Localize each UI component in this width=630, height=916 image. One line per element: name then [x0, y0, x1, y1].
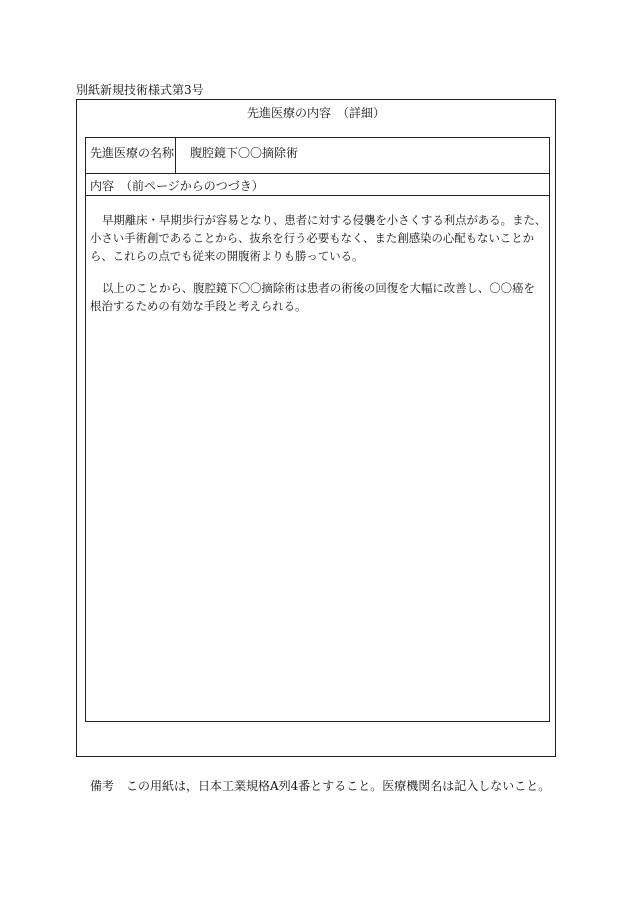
- form-title: 先進医療の内容 （詳細）: [246, 106, 385, 120]
- form-frame: [76, 99, 556, 757]
- procedure-name: 腹腔鏡下〇〇摘除術: [190, 146, 299, 160]
- paragraph-line: 以上のことから、腹腔鏡下〇〇摘除術は患者の術後の回復を大幅に改善し、〇〇癌を: [102, 281, 535, 295]
- paragraph-2: [90, 279, 545, 315]
- name-label: 先進医療の名称: [86, 138, 176, 173]
- form-number: 別紙新規技術様式第3号: [76, 83, 204, 97]
- remark-note: 備考 この用紙は，日本工業規格A列4番とすること。医療機関名は記入しないこと。: [90, 779, 551, 793]
- details-box: [85, 137, 550, 722]
- paragraph-line: 早期離床・早期歩行が容易となり、患者に対する侵襲を小さくする利点がある。また、: [102, 213, 547, 227]
- content-label: 内容 （前ページからのつづき）: [86, 174, 549, 196]
- paragraph-line: 小さい手術創であることから、抜糸を行う必要もなく、また創感染の心配もないことか: [90, 231, 535, 245]
- name-row: [86, 138, 549, 174]
- paragraph-line: 根治するための有効な手段と考えられる。: [90, 299, 307, 313]
- paragraph-1: [90, 211, 545, 265]
- paragraph-line: ら、これらの点でも従来の開腹術よりも勝っている。: [90, 249, 364, 263]
- content-body: [86, 211, 549, 329]
